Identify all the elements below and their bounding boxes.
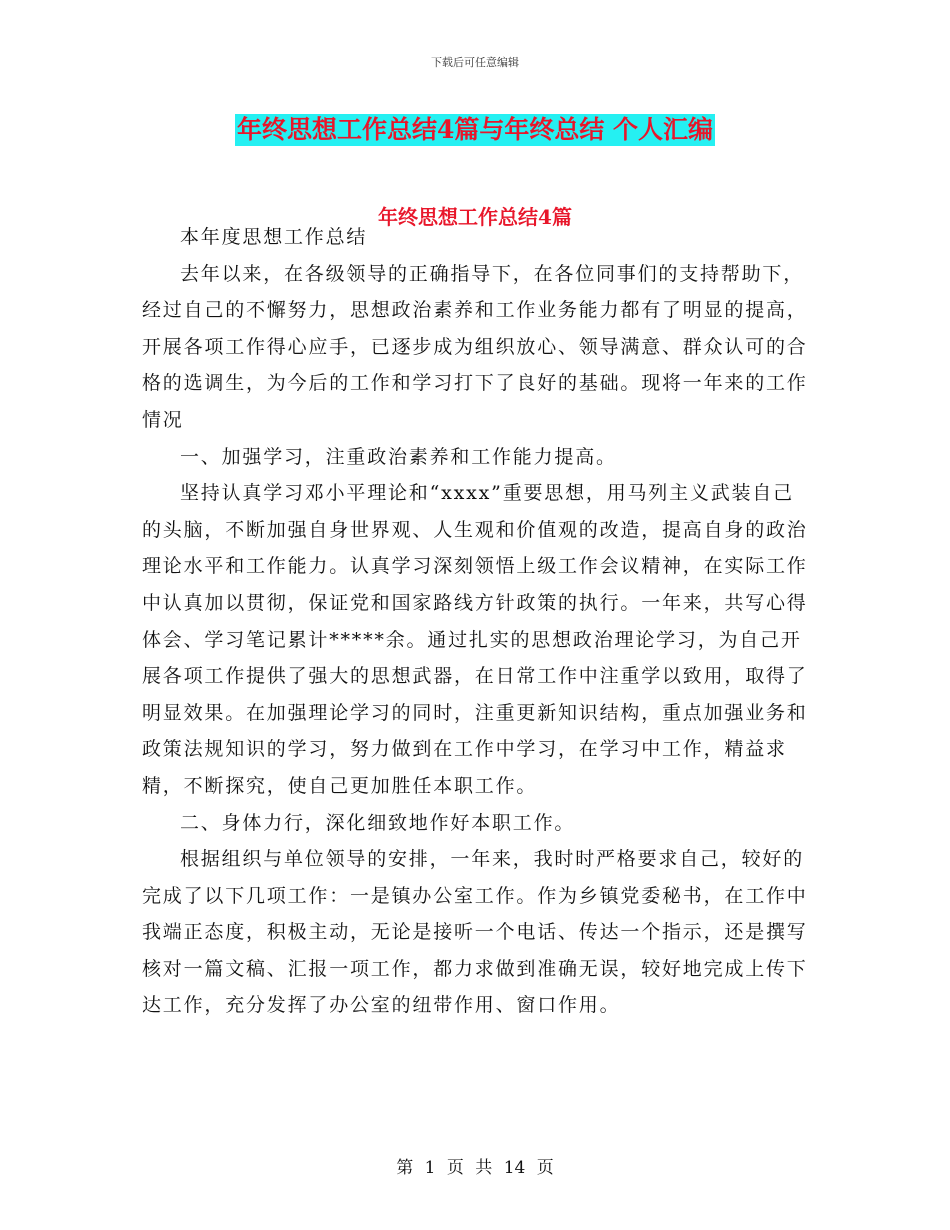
paragraph-intro: 去年以来，在各级领导的正确指导下，在各位同事们的支持帮助下，经过自己的不懈努力，思想政治素养和工作业务能力都有了明显的提高，开展各项工作得心应手，已逐步成为组织放心、领导满意、群众认可的合格的选调生，为今后的工作和学习打下了良好的基础。现将一年来的工作情况 [142,262,808,431]
paragraph-heading: 本年度思想工作总结 [180,226,368,248]
document-body [142,219,810,1024]
sub-title: 年终思想工作总结4篇 [378,205,572,229]
section-heading-1: 一、加强学习，注重政治素养和工作能力提高。 [180,445,617,468]
main-title: 年终思想工作总结4篇与年终总结 个人汇编 [236,115,714,144]
page-header-note: 下载后可任意编辑 [431,56,519,69]
main-title-container [0,114,950,146]
page-number-footer: 第 1 页 共 14 页 [396,1158,554,1178]
paragraph-study: 坚持认真学习邓小平理论和“xxxx”重要思想，用马列主义武装自己的头脑，不断加强自身世界观、人生观和价值观的改造，提高自身的政治理论水平和工作能力。认真学习深刻领悟上级工作会议精神，在实际工作中认真加以贯彻，保证党和国家路线方针政策的执行。一年来，共写心得体会、学习笔记累计*****余。通过扎实的思想政治理论学习，为自己开展各项工作提供了强大的思想武器，在日常工作中注重学以致用，取得了明显效果。在加强理论学习的同时，注重更新知识结构，重点加强业务和政策法规知识的学习，努力做到在工作中学习，在学习中工作，精益求精，不断探究，使自己更加胜任本职工作。 [142,482,808,797]
section-heading-2: 二、身体力行，深化细致地作好本职工作。 [180,811,576,834]
paragraph-work: 根据组织与单位领导的安排，一年来，我时时严格要求自己，较好的完成了以下几项工作：一是镇办公室工作。作为乡镇党委秘书，在工作中我端正态度，积极主动，无论是接听一个电话、传达一个指示，还是撰写核对一篇文稿、汇报一项工作，都力求做到准确无误，较好地完成上传下达工作，充分发挥了办公室的纽带作用、窗口作用。 [142,848,808,1017]
